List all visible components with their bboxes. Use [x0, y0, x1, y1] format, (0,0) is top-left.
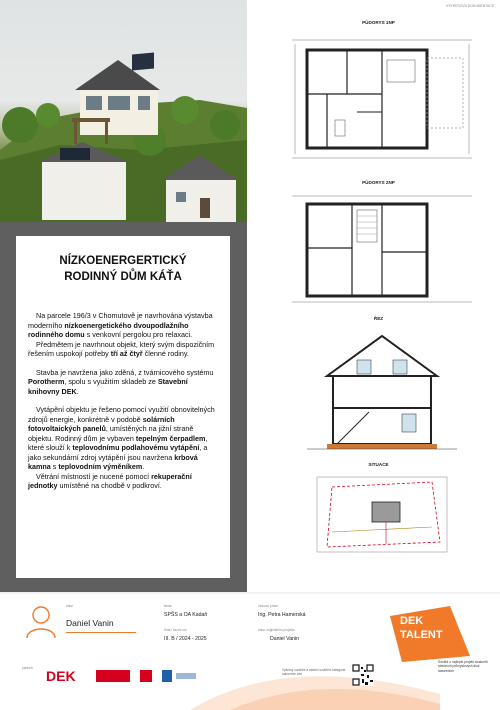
description-run: Na parcele 196/3 v Chomutově je navrhována výstavba moderního	[28, 311, 213, 330]
section-drawing	[297, 326, 467, 451]
left-panel	[0, 0, 247, 592]
description-paragraph	[28, 311, 218, 340]
description-paragraph	[28, 368, 218, 397]
description-run: .	[142, 462, 145, 472]
teacher-label: vedoucí práce	[258, 604, 279, 608]
footer	[0, 592, 500, 708]
panel-divider	[247, 0, 257, 592]
description-paragraph	[28, 340, 218, 359]
description-run: Stavba je navržena jako zděná, z tvárnicového systému	[36, 367, 214, 377]
partner-logo-red	[96, 670, 130, 682]
poster-title	[28, 254, 218, 285]
plan-2np-title: PŮDORYS 2NP	[362, 180, 395, 185]
author-underline	[66, 632, 136, 633]
author-label: autor	[66, 604, 74, 608]
drawings-header-note: VÝKRESOVÁ DOKUMENTACE	[446, 4, 494, 8]
dek-logo: DEK	[46, 668, 76, 684]
description-bold-run: Porotherm	[28, 377, 65, 387]
description-run: Vytápění objektu je řešeno pomocí využití obnovitelných zdrojů energie, konkrétně v podobě	[28, 405, 215, 424]
plan-2np-drawing	[287, 190, 477, 305]
situation-drawing	[312, 472, 452, 557]
year-label: třída / školní rok	[164, 628, 187, 632]
dek-talent-logo-talent: TALENT	[400, 629, 443, 641]
description-run: s	[50, 462, 59, 472]
original-author-value: Daniel Vanin	[270, 636, 300, 642]
partner-logo-blue	[162, 670, 172, 682]
description-run: , umístěných na jižní straně objektu. Rodinný dům je vybaven	[28, 424, 194, 443]
plan-1np-drawing	[287, 30, 477, 165]
year-value: III. B / 2024 - 2025	[164, 636, 207, 642]
school-value: SPŠS a OA Kadaň	[164, 612, 208, 618]
section-title: ŘEZ	[373, 316, 384, 321]
description-run: , a jako sekundární zdroj vytápění jsou navržena	[28, 443, 208, 462]
poster-title-line-2: RODINNÝ DŮM KÁŤA	[64, 270, 182, 283]
description-run: , které slouží k	[28, 433, 208, 453]
qr-code-icon[interactable]	[352, 664, 374, 686]
description-bold-run: tří až čtyř	[110, 349, 143, 359]
description-run: Předmětem je navrhnout objekt, který svým dispozičním řešením uspokojí potřeby	[28, 339, 215, 359]
house-render-image	[0, 0, 247, 222]
description-bold-run: Stavební knihovny DEK	[28, 377, 188, 396]
qr-note: Výkresy soutěže a ostatní soutěžní kategorie naleznete zde	[282, 668, 346, 677]
description-run: , spolu s využitím skladeb ze	[64, 377, 158, 387]
contest-note: Soutěž o nejlepší projekt studentů středních průmyslových škol stavebních	[438, 660, 488, 673]
description-run: s venkovní pergolou pro relaxaci.	[84, 330, 193, 340]
description-bold-run: nízkoenergetického dvoupodlažního rodinného domu	[28, 320, 189, 340]
poster-title-line-1: NÍZKOENERGERTICKÝ	[59, 255, 187, 267]
original-author-label: autor originálního projektu	[258, 628, 295, 632]
description-run: .	[76, 386, 79, 396]
teacher-value: Ing. Petra Hamerská	[258, 612, 306, 618]
description-bold-run: rekuperační jednotky	[28, 471, 192, 491]
description-body	[28, 311, 218, 491]
drawings-panel	[257, 0, 500, 592]
decorative-swoosh	[190, 654, 440, 710]
description-bold-run: teplovodnímu podlahovému vytápění	[72, 443, 200, 453]
partner-logo-square	[140, 670, 152, 682]
description-bold-run: krbová kamna	[28, 452, 198, 472]
partners-label: partneři	[22, 666, 33, 670]
description-run: členné rodiny.	[142, 349, 189, 359]
description-bold-run: solárních fotovoltaických panelů	[28, 414, 175, 434]
description-paragraph	[28, 472, 218, 491]
description-run: umístěné na chodbě v podkroví.	[57, 481, 162, 491]
school-label: škola	[164, 604, 172, 608]
description-card	[16, 236, 230, 578]
author-avatar-icon	[22, 602, 60, 640]
description-paragraph	[28, 405, 218, 472]
situation-title: SITUACE	[368, 462, 389, 467]
plan-1np-title: PŮDORYS 1NP	[362, 20, 395, 25]
description-bold-run: tepelným čerpadlem	[135, 433, 206, 443]
author-name: Daniel Vanin	[66, 618, 114, 628]
dek-talent-logo-dek: DEK	[400, 615, 424, 627]
description-run: Větrání místností je nucené pomocí	[36, 471, 152, 481]
description-bold-run: teplovodním výměníkem	[58, 462, 143, 472]
